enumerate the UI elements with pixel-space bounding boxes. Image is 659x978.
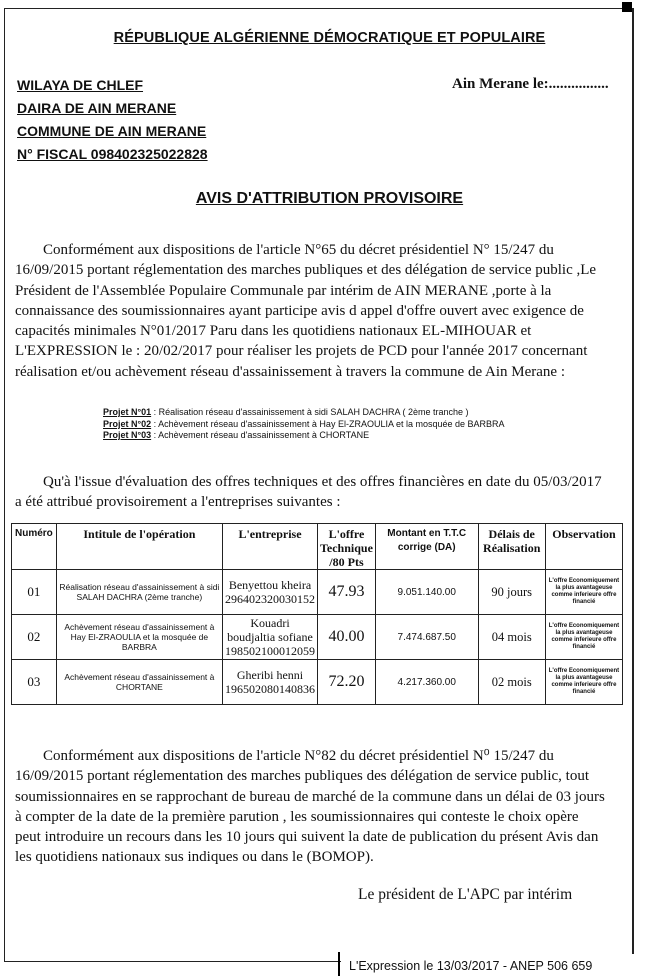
document-title: AVIS D'ATTRIBUTION PROVISOIRE xyxy=(195,190,464,207)
cell-numero: 03 xyxy=(12,660,57,705)
closing-line: soumissionnaires en se rapprochant de bureau de marché de la commune dans un délai de 03 jours xyxy=(15,788,605,805)
project-item xyxy=(103,430,505,442)
cell-observation: L'offre Economiquement la plus avantageuse comme inferieure offre financié xyxy=(545,660,622,705)
cell-numero: 01 xyxy=(12,570,57,615)
table-row xyxy=(12,570,623,615)
closing-line: 16/09/2015 portant réglementation des marches publiques des délégation de service public, tout xyxy=(15,768,590,785)
table-header-row xyxy=(12,524,623,570)
entreprise-name: Gheribi henni xyxy=(236,668,304,682)
cell-montant: 4.217.360.00 xyxy=(375,660,478,705)
closing-line: à compter de la date de la première parution , les soumissionnaires qui conteste le choix opère xyxy=(15,808,579,825)
publication-footer: L'Expression le 13/03/2017 - ANEP 506 659 xyxy=(341,954,639,978)
intro-line: L'EXPRESSION le : 20/02/2017 pour réaliser les projets de PCD pour l'année 2017 concernant xyxy=(15,343,588,360)
col-header-offre: L'offre Technique /80 Pts xyxy=(318,524,376,570)
cell-offre: 40.00 xyxy=(318,615,376,660)
col-header-montant: Montant en T.T.C corrige (DA) xyxy=(375,524,478,570)
project-text: : Réalisation réseau d'assainissement à sidi SALAH DACHRA ( 2ème tranche ) xyxy=(151,407,469,417)
col-header-entreprise: L'entreprise xyxy=(223,524,318,570)
closing-paragraph xyxy=(15,746,623,868)
closing-line: peut introduire un recours dans les 10 jours qui suivent la date de publication du présent Avis dan xyxy=(15,829,599,846)
evaluation-line: a été attribué provisoirement a l'entreprises suivantes : xyxy=(15,494,341,511)
cell-numero: 02 xyxy=(12,615,57,660)
evaluation-line: Qu'à l'issue d'évaluation des offres techniques et des offres financières en date du 05/03/2017 xyxy=(43,474,602,490)
col-header-intitule: Intitule de l'opération xyxy=(56,524,222,570)
project-label: Projet N°01 xyxy=(103,407,152,417)
republic-heading: RÉPUBLIQUE ALGÉRIENNE DÉMOCRATIQUE ET POPULAIRE xyxy=(113,30,546,46)
cell-entreprise xyxy=(223,615,318,660)
cell-entreprise xyxy=(223,570,318,615)
cell-observation: L'offre Economiquement la plus avantageuse comme inferieure offre financié xyxy=(545,570,622,615)
cell-delais: 02 mois xyxy=(478,660,545,705)
commune-line: COMMUNE DE AIN MERANE xyxy=(17,123,207,139)
col-header-observation: Observation xyxy=(545,524,622,570)
footer-divider xyxy=(338,952,340,976)
table-row xyxy=(12,615,623,660)
project-text: : Achèvement réseau d'assainissement à CHORTANE xyxy=(151,430,370,440)
col-header-numero: Numéro xyxy=(12,524,57,570)
fiscal-number: N° FISCAL 098402325022828 xyxy=(17,146,208,162)
entreprise-id: 196502080140836 xyxy=(225,682,315,696)
intro-line: connaissance des soumissionnaires ayant participe avis d appel d'offre ouvert avec exigence de xyxy=(15,302,584,319)
intro-line: Président de l'Assemblée Populaire Communale par intérim de AIN MERANE ,porte à la xyxy=(15,282,552,299)
corner-mark xyxy=(622,2,632,12)
cell-montant: 9.051.140.00 xyxy=(375,570,478,615)
col-header-delais: Délais de Réalisation xyxy=(478,524,545,570)
project-label: Projet N°03 xyxy=(103,430,152,440)
cell-offre: 72.20 xyxy=(318,660,376,705)
wilaya-line: WILAYA DE CHLEF xyxy=(17,77,144,93)
evaluation-paragraph xyxy=(15,472,623,513)
project-label: Projet N°02 xyxy=(103,418,152,429)
project-item xyxy=(103,419,505,431)
intro-line: réalisation et/ou achèvement réseau d'assainissement à travers la commune de Ain Merane : xyxy=(15,363,565,380)
entreprise-name: Benyettou kheira xyxy=(228,578,312,592)
cell-entreprise xyxy=(223,660,318,705)
project-list xyxy=(103,407,505,442)
project-text: : Achèvement réseau d'assainissement à Hay El-ZRAOULIA et la mosquée de BARBRA xyxy=(151,418,505,429)
intro-paragraph xyxy=(15,240,623,382)
intro-line: capacités minimales N°01/2017 Paru dans les quotidiens nationaux EL-MIHOUAR et xyxy=(15,323,532,340)
cell-intitule: Achèvement réseau d'assainissement à CHORTANE xyxy=(56,660,222,705)
signature-line: Le président de L'APC par intérim xyxy=(358,886,573,903)
cell-delais: 90 jours xyxy=(478,570,545,615)
cell-montant: 7.474.687.50 xyxy=(375,615,478,660)
cell-intitule: Réalisation réseau d'assainissement à sidi SALAH DACHRA (2ème tranche) xyxy=(56,570,222,615)
intro-line: 16/09/2015 portant réglementation des marches publiques et des délégation de service public ,Le xyxy=(15,262,597,279)
closing-line: Conformément aux dispositions de l'article N°82 du décret présidentiel N⁰ 15/247 du xyxy=(43,748,554,764)
entreprise-id: 198502100012059 xyxy=(225,644,315,658)
cell-intitule: Achèvement réseau d'assainissement à Hay El-ZRAOULIA et la mosquée de BARBRA xyxy=(56,615,222,660)
intro-line: Conformément aux dispositions de l'article N°65 du décret présidentiel N° 15/247 du xyxy=(43,242,554,258)
entreprise-id: 296402320030152 xyxy=(225,592,315,606)
daira-line: DAIRA DE AIN MERANE xyxy=(17,100,177,116)
project-item xyxy=(103,407,505,419)
place-date: Ain Merane le:................ xyxy=(452,76,609,92)
table-row xyxy=(12,660,623,705)
cell-delais: 04 mois xyxy=(478,615,545,660)
attribution-table xyxy=(11,523,623,705)
cell-observation: L'offre Economiquement la plus avantageuse comme inferieure offre financié xyxy=(545,615,622,660)
entreprise-name: Kouadri boudjaltia sofiane xyxy=(227,616,313,644)
cell-offre: 47.93 xyxy=(318,570,376,615)
closing-line: les quotidiens nationaux sus indiques ou dans le (BOMOP). xyxy=(15,849,374,866)
